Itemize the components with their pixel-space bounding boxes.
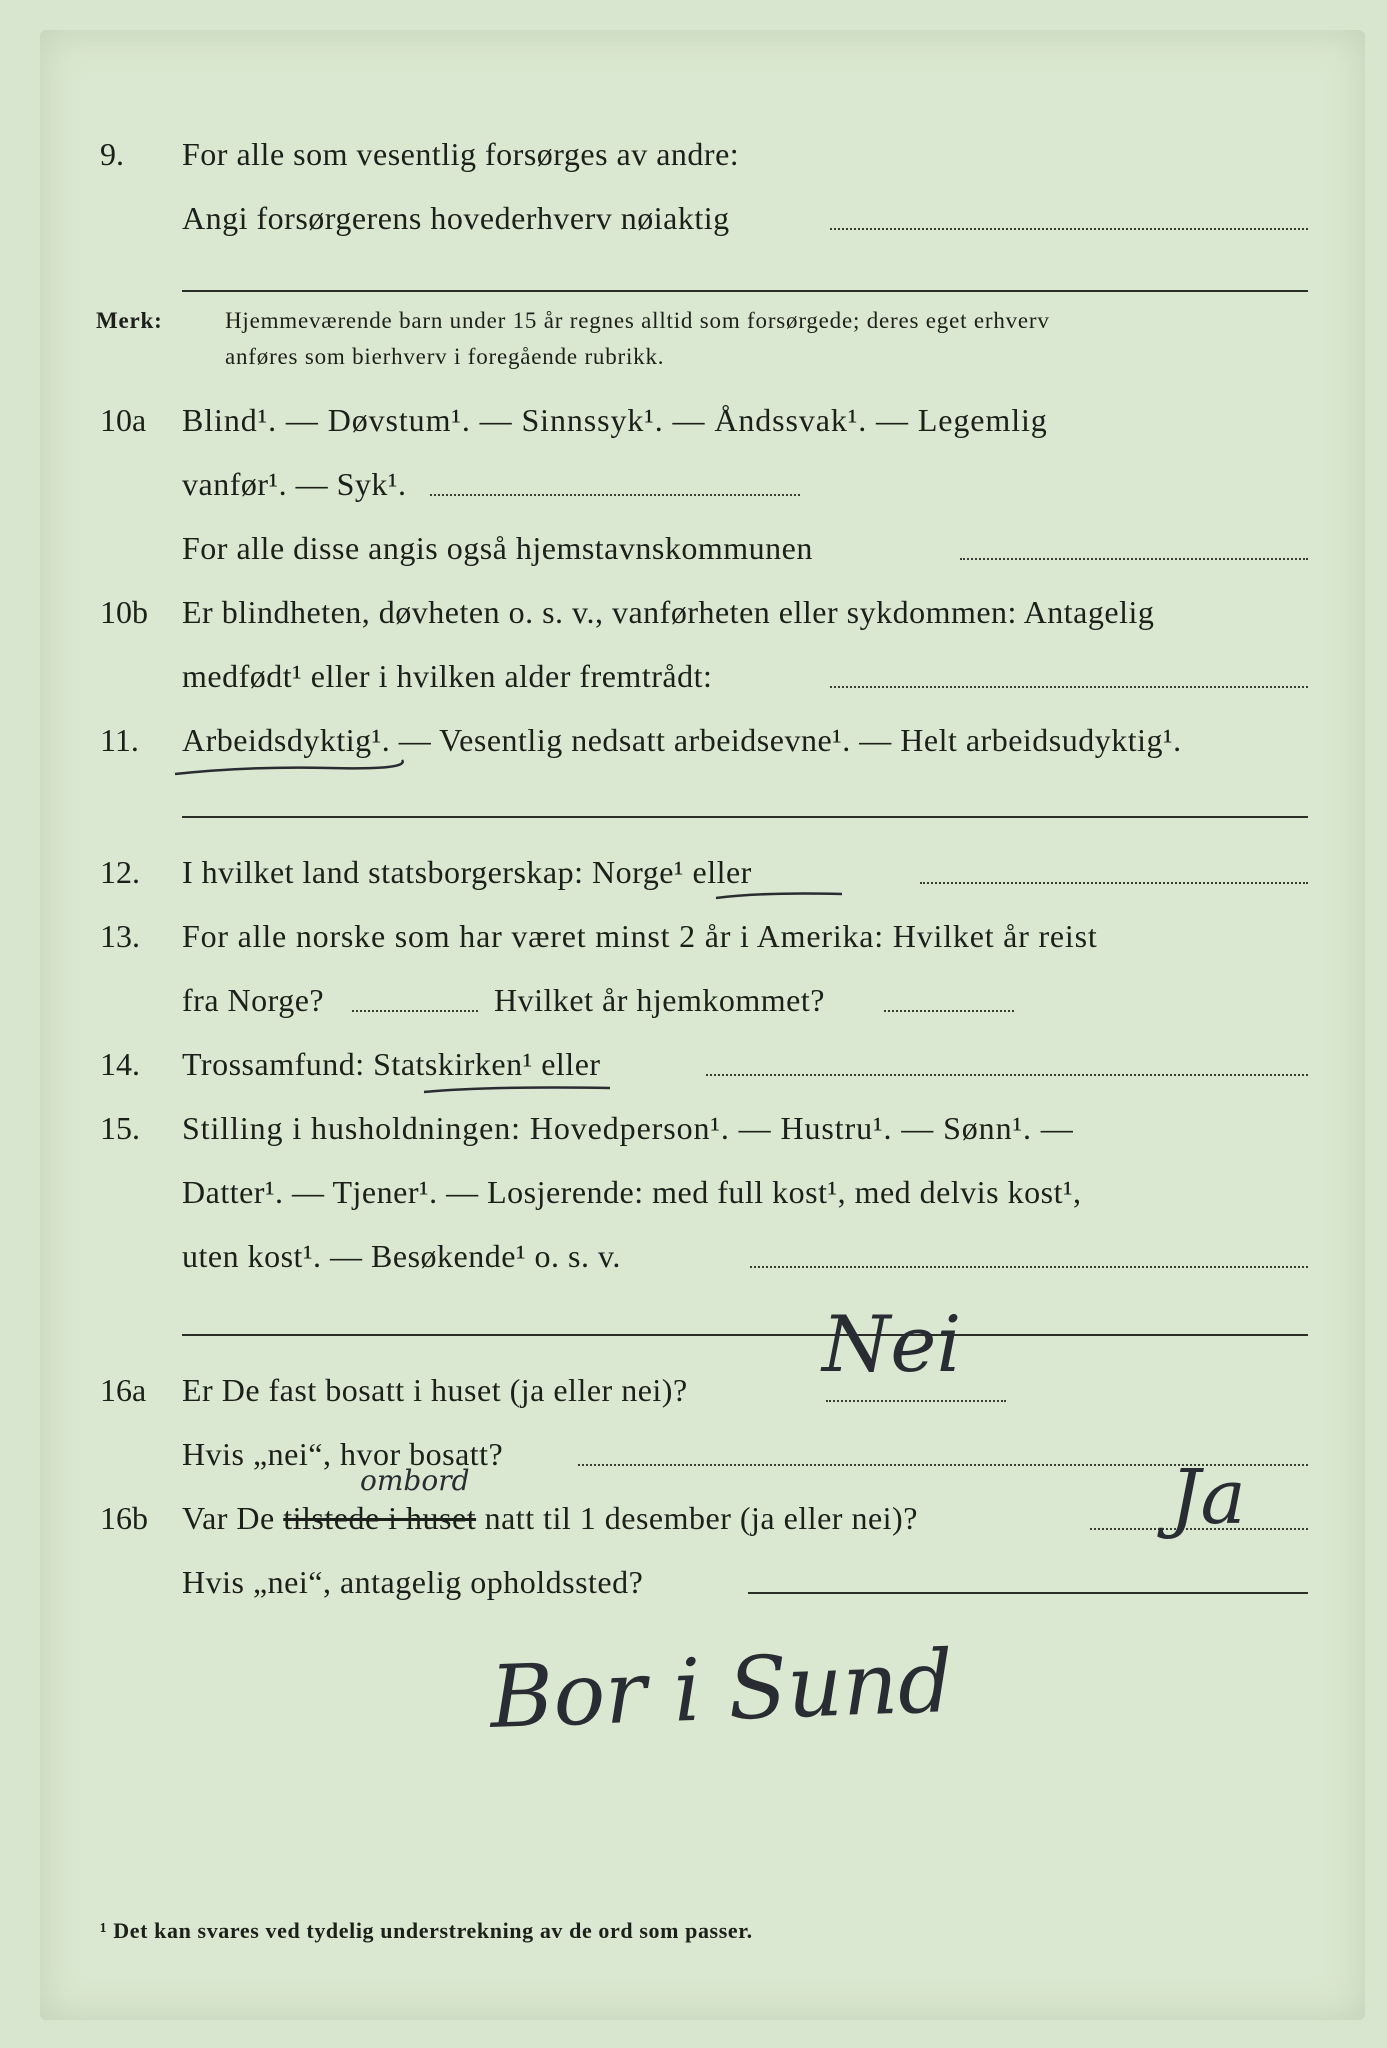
q10b-number: 10b <box>100 594 148 630</box>
q9-line2: Angi forsørgerens hovederhverv nøiaktig <box>182 200 730 236</box>
q9-number: 9. <box>100 136 124 172</box>
q13-hjemkommet-line <box>884 1010 1014 1012</box>
q16a-number: 16a <box>100 1372 147 1408</box>
q16a-line1: Er De fast bosatt i huset (ja eller nei)? <box>182 1372 688 1408</box>
q10b-line1: Er blindheten, døvheten o. s. v., vanførheten eller sykdommen: Antagelig <box>182 594 1155 630</box>
divider <box>182 816 1308 818</box>
q16b-handwritten-answer: Ja <box>1170 1452 1246 1541</box>
q12-number: 12. <box>100 854 140 890</box>
q10a-line3: For alle disse angis også hjemstavnskommunen <box>182 530 813 566</box>
q12-answer-line <box>920 882 1308 884</box>
q13-number: 13. <box>100 918 140 954</box>
q10a-line2: vanfør¹. — Syk¹. <box>182 466 407 502</box>
q16a-line2: Hvis „nei“, hvor bosatt? <box>182 1436 504 1472</box>
q10a-kommune-line <box>960 558 1308 560</box>
merk-line2: anføres som bierhverv i foregående rubrikk. <box>225 344 665 369</box>
merk-label: Merk: <box>96 308 163 333</box>
q16b-post: natt til 1 desember (ja eller nei)? <box>484 1500 918 1536</box>
q15-line1: Stilling i husholdningen: Hovedperson¹. — Hustru¹. — Sønn¹. — <box>182 1110 1074 1146</box>
q15-line2: Datter¹. — Tjener¹. — Losjerende: med full kost¹, med delvis kost¹, <box>182 1174 1082 1210</box>
handwritten-underline <box>170 752 410 782</box>
q16b-struck-text: tilstede i huset <box>283 1500 477 1536</box>
q15-number: 15. <box>100 1110 140 1146</box>
q14-number: 14. <box>100 1046 140 1082</box>
divider <box>182 290 1308 292</box>
q9-answer-line <box>830 228 1308 230</box>
q16b-line1 <box>182 1498 918 1538</box>
merk-line1: Hjemmeværende barn under 15 år regnes alltid som forsørgede; deres eget erhverv <box>225 308 1050 333</box>
q16b-opholdssted-line <box>748 1592 1308 1594</box>
q13-reist-line <box>352 1010 478 1012</box>
q10a-line1: Blind¹. — Døvstum¹. — Sinnssyk¹. — Åndssvak¹. — Legemlig <box>182 402 1048 438</box>
q9-line1: For alle som vesentlig forsørges av andre: <box>182 136 740 172</box>
q10b-answer-line <box>830 686 1308 688</box>
q15-answer-line <box>750 1266 1308 1268</box>
q16b-handwritten-insert: ombord <box>360 1464 470 1497</box>
q16a-handwritten-answer: Nei <box>822 1300 962 1390</box>
handwritten-underline <box>420 1074 620 1098</box>
divider <box>182 1334 1308 1336</box>
handwritten-underline <box>712 882 852 904</box>
q10a-syk-line <box>430 494 800 496</box>
q14-answer-line <box>706 1074 1308 1076</box>
footnote: ¹ Det kan svares ved tydelig understrekning av de ord som passer. <box>100 1918 753 1943</box>
q10b-line2: medfødt¹ eller i hvilken alder fremtrådt: <box>182 658 713 694</box>
q14-text: Trossamfund: Statskirken¹ eller <box>182 1046 601 1082</box>
q11-number: 11. <box>100 722 139 758</box>
q13-line2b: Hvilket år hjemkommet? <box>494 982 825 1018</box>
q16b-number: 16b <box>100 1500 148 1536</box>
q13-line2a: fra Norge? <box>182 982 325 1018</box>
q11-text: Arbeidsdyktig¹. — Vesentlig nedsatt arbeidsevne¹. — Helt arbeidsudyktig¹. <box>182 722 1182 758</box>
q15-line3: uten kost¹. — Besøkende¹ o. s. v. <box>182 1238 621 1274</box>
q16b-line2: Hvis „nei“, antagelig opholdssted? <box>182 1564 644 1600</box>
q16b-pre: Var De <box>182 1500 275 1536</box>
handwritten-note: Bor i Sund <box>488 1631 955 1749</box>
q16a-answer-line <box>826 1400 1006 1402</box>
q13-line1: For alle norske som har været minst 2 år i Amerika: Hvilket år reist <box>182 918 1098 954</box>
q12-text: I hvilket land statsborgerskap: Norge¹ eller <box>182 854 752 890</box>
q10a-number: 10a <box>100 402 147 438</box>
